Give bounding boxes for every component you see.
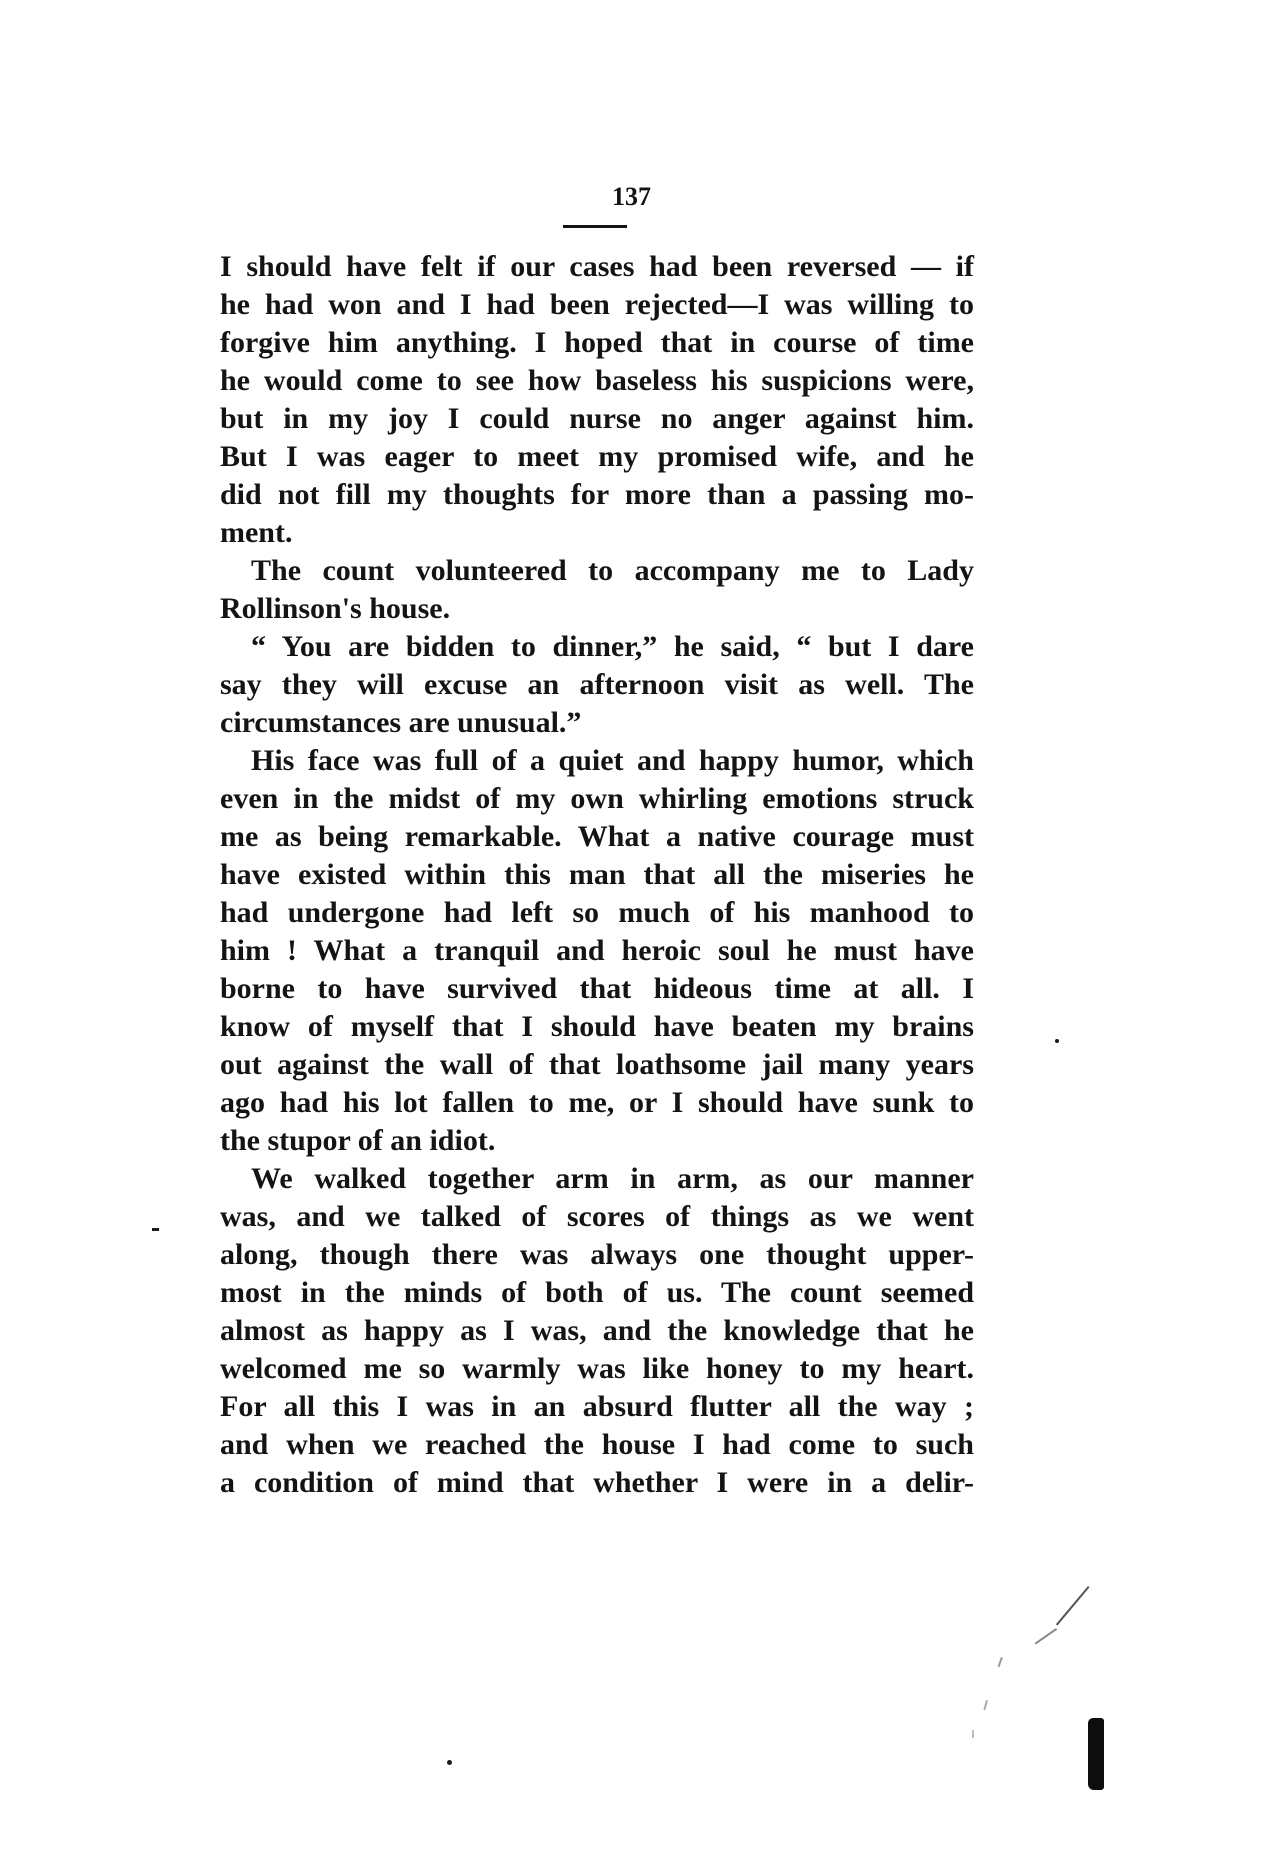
body-text xyxy=(220,248,974,1502)
scan-edge-mark xyxy=(1088,1718,1104,1790)
scan-scratch xyxy=(1056,1586,1089,1625)
text-line: ment. xyxy=(220,516,293,549)
paragraph-2 xyxy=(220,552,974,628)
text-line: know of myself that I should have beaten my brains xyxy=(220,1010,974,1043)
text-line: Rollinson's house. xyxy=(220,592,451,625)
text-line: along, though there was always one thought upper- xyxy=(220,1238,974,1271)
text-line: We walked together arm in arm, as our manner xyxy=(251,1162,974,1195)
paragraph-5 xyxy=(220,1160,974,1502)
paragraph-3 xyxy=(220,628,974,742)
text-line: most in the minds of both of us. The count seemed xyxy=(220,1276,974,1309)
text-line: His face was full of a quiet and happy humor, which xyxy=(251,744,974,777)
text-line: me as being remarkable. What a native courage must xyxy=(220,820,974,853)
text-line: borne to have survived that hideous time at all. I xyxy=(220,972,974,1005)
text-line: had undergone had left so much of his manhood to xyxy=(220,896,974,929)
text-line: For all this I was in an absurd flutter all the way ; xyxy=(220,1390,974,1423)
scan-scratch xyxy=(998,1657,1003,1667)
text-line: welcomed me so warmly was like honey to my heart. xyxy=(220,1352,974,1385)
scan-scratch xyxy=(983,1700,987,1710)
text-line: have existed within this man that all the miseries he xyxy=(220,858,974,891)
paragraph-1 xyxy=(220,248,974,552)
scan-speck xyxy=(152,1228,159,1231)
page-number: 137 xyxy=(612,182,651,211)
scan-speck xyxy=(1055,1039,1059,1043)
text-line: almost as happy as I was, and the knowledge that he xyxy=(220,1314,974,1347)
scan-scratch xyxy=(1035,1628,1057,1644)
text-line: he would come to see how baseless his suspicions were, xyxy=(220,364,974,397)
text-line: I should have felt if our cases had been reversed — if xyxy=(220,250,974,283)
paragraph-4 xyxy=(220,742,974,1160)
scan-scratch xyxy=(972,1730,974,1738)
text-line: even in the midst of my own whirling emotions struck xyxy=(220,782,974,815)
text-line: him ! What a tranquil and heroic soul he must have xyxy=(220,934,974,967)
text-line: “ You are bidden to dinner,” he said, “ but I dare xyxy=(251,630,974,663)
scan-speck xyxy=(447,1760,452,1765)
text-line: out against the wall of that loathsome jail many years xyxy=(220,1048,974,1081)
text-line: circumstances are unusual.” xyxy=(220,706,582,739)
text-line: But I was eager to meet my promised wife, and he xyxy=(220,440,974,473)
text-line: The count volunteered to accompany me to Lady xyxy=(251,554,974,587)
text-line: ago had his lot fallen to me, or I should have sunk to xyxy=(220,1086,974,1119)
text-line: was, and we talked of scores of things as we went xyxy=(220,1200,974,1233)
text-line: the stupor of an idiot. xyxy=(220,1124,496,1157)
text-line: but in my joy I could nurse no anger against him. xyxy=(220,402,974,435)
text-line: a condition of mind that whether I were in a delir- xyxy=(220,1466,974,1499)
text-line: he had won and I had been rejected—I was willing to xyxy=(220,288,974,321)
page-number-rule xyxy=(563,225,627,228)
text-line: forgive him anything. I hoped that in course of time xyxy=(220,326,974,359)
text-line: and when we reached the house I had come to such xyxy=(220,1428,974,1461)
text-line: say they will excuse an afternoon visit as well. The xyxy=(220,668,974,701)
text-line: did not fill my thoughts for more than a passing mo- xyxy=(220,478,974,511)
